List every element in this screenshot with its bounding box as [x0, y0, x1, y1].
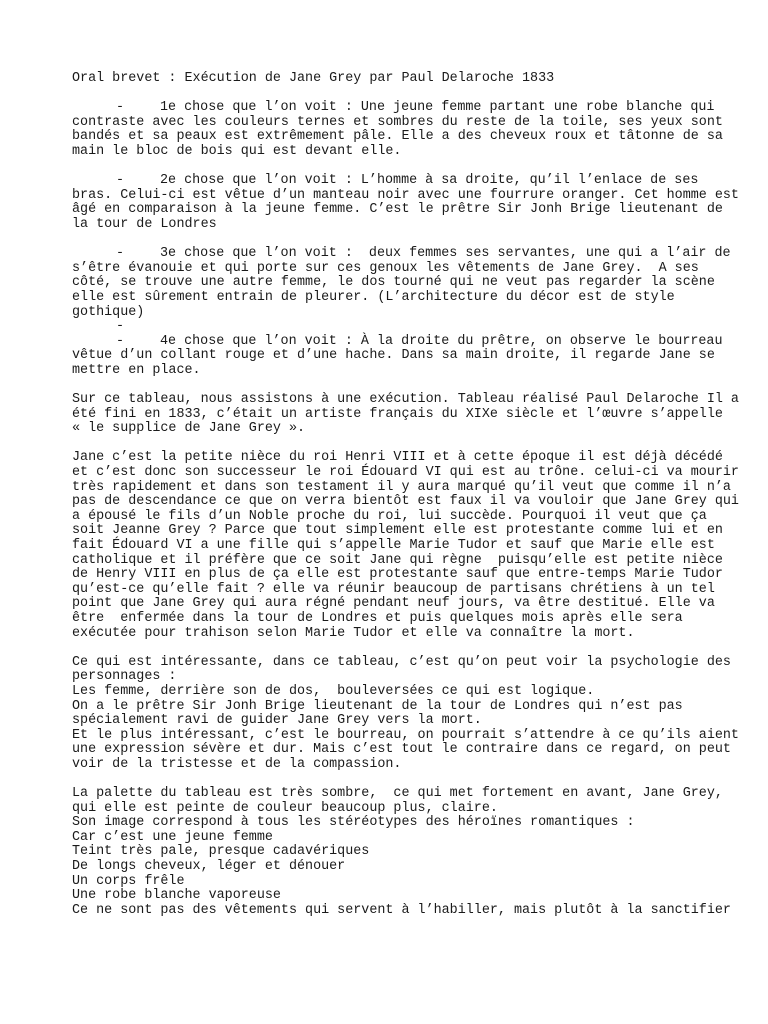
bullet-dash: -	[116, 333, 125, 349]
paragraph-palette: La palette du tableau est très sombre, ce qui met fortement en avant, Jane Grey, qui elle est peinte de couleur beaucoup plus, claire. Son image correspond à tous les stéréotypes des héroïnes romantiques : Car c’est une jeune femme Teint très pale, presque cadavériques De longs cheveux, léger et dénouer Un corps frêle Une robe blanche vaporeuse Ce ne sont pas des vêtements qui servent à l’habiller, mais plutôt à la sanctifier	[72, 786, 731, 918]
bullet-item-1: - 1e chose que l’on voit : Une jeune femme partant une robe blanche qui contraste avec les couleurs ternes et sombres du reste de la toile, ses yeux sont bandés et sa peaux est extrêmement pâle. Elle a des cheveux roux et tâtonne de sa main le bloc de bois qui est devant elle.	[72, 100, 723, 159]
paragraph-psychology: Ce qui est intéressante, dans ce tableau, c’est qu’on peut voir la psychologie des personnages : Les femme, derrière son de dos, bouleversées ce qui est logique. On a le prêtre Sir Jonh Brige lieutenant de la tour de Londres qui n’est pas spécialement ravi de guider Jane Grey vers la mort. Et le plus intéressant, c’est le bourreau, on pourrait s’attendre à ce qu’ils aient une expression sévère et dur. Mais c’est tout le contraire dans ce regard, on peut voir de la tristesse et de la compassion.	[72, 654, 739, 772]
empty-bullet	[72, 320, 712, 335]
document-page	[72, 71, 739, 918]
bullet-dash: -	[116, 246, 125, 262]
bullet-item-3: - 3e chose que l’on voit : deux femmes ses servantes, une qui a l’air de s’être évanouie et qui porte sur ces genoux les vêtements de Jane Grey. A ses côté, se trouve une autre femme, le dos tourné qui ne veut pas regarder la scène elle est sûrement entrain de pleurer. (L’architecture du décor est de style gothique)	[72, 246, 731, 320]
paragraph-history: Jane c’est la petite nièce du roi Henri VIII et à cette époque il est déjà décédé et c’est donc son successeur le roi Édouard VI qui est au trône. celui-ci va mourir très rapidement et dans son testament il y aura marqué qu’il veut que comme il n’a pas de descendance ce que on verra bientôt est faux il va vouloir que Jane Grey qui a épousé le fils d’un Noble proche du roi, lui succède. Pourquoi il veut que ça soit Jeanne Grey ? Parce que tout simplement elle est protestante comme lui et en fait Édouard VI a une fille qui s’appelle Marie Tudor et sauf que Marie elle est catholique et il préfère que ce soit Jane qui règne puisqu’elle est petite nièce de Henry VIII en plus de ça elle est protestante sauf que entre-temps Marie Tudor qu’est-ce qu’elle fait ? elle va réunir beaucoup de partisans chrétiens à un tel point que Jane Grey qui aura régné pendant neuf jours, va être destitué. Elle va être enfermée dans la tour de Londres et puis quelques mois après elle sera exécutée pour trahison selon Marie Tudor et elle va connaître la mort.	[72, 450, 739, 641]
bullet-dash: -	[116, 173, 125, 189]
paragraph-intro: Sur ce tableau, nous assistons à une exécution. Tableau réalisé Paul Delaroche Il a été fini en 1833, c’était un artiste français du XIXe siècle et l’œuvre s’appelle « le supplice de Jane Grey ».	[72, 392, 739, 437]
document-title: Oral brevet : Exécution de Jane Grey par Paul Delaroche 1833	[72, 71, 555, 86]
bullet-item-2: - 2e chose que l’on voit : L’homme à sa droite, qu’il l’enlace de ses bras. Celui-ci est vêtue d’un manteau noir avec une fourrure oranger. Cet homme est âgé en comparaison à la jeune femme. C’est le prêtre Sir Jonh Brige lieutenant de la tour de Londres	[72, 173, 739, 232]
bullet-item-4: - 4e chose que l’on voit : À la droite du prêtre, on observe le bourreau vêtue d’un collant rouge et d’une hache. Dans sa main droite, il regarde Jane se mettre en place.	[72, 333, 723, 378]
bullet-dash: -	[116, 319, 125, 335]
bullet-dash: -	[116, 100, 125, 116]
